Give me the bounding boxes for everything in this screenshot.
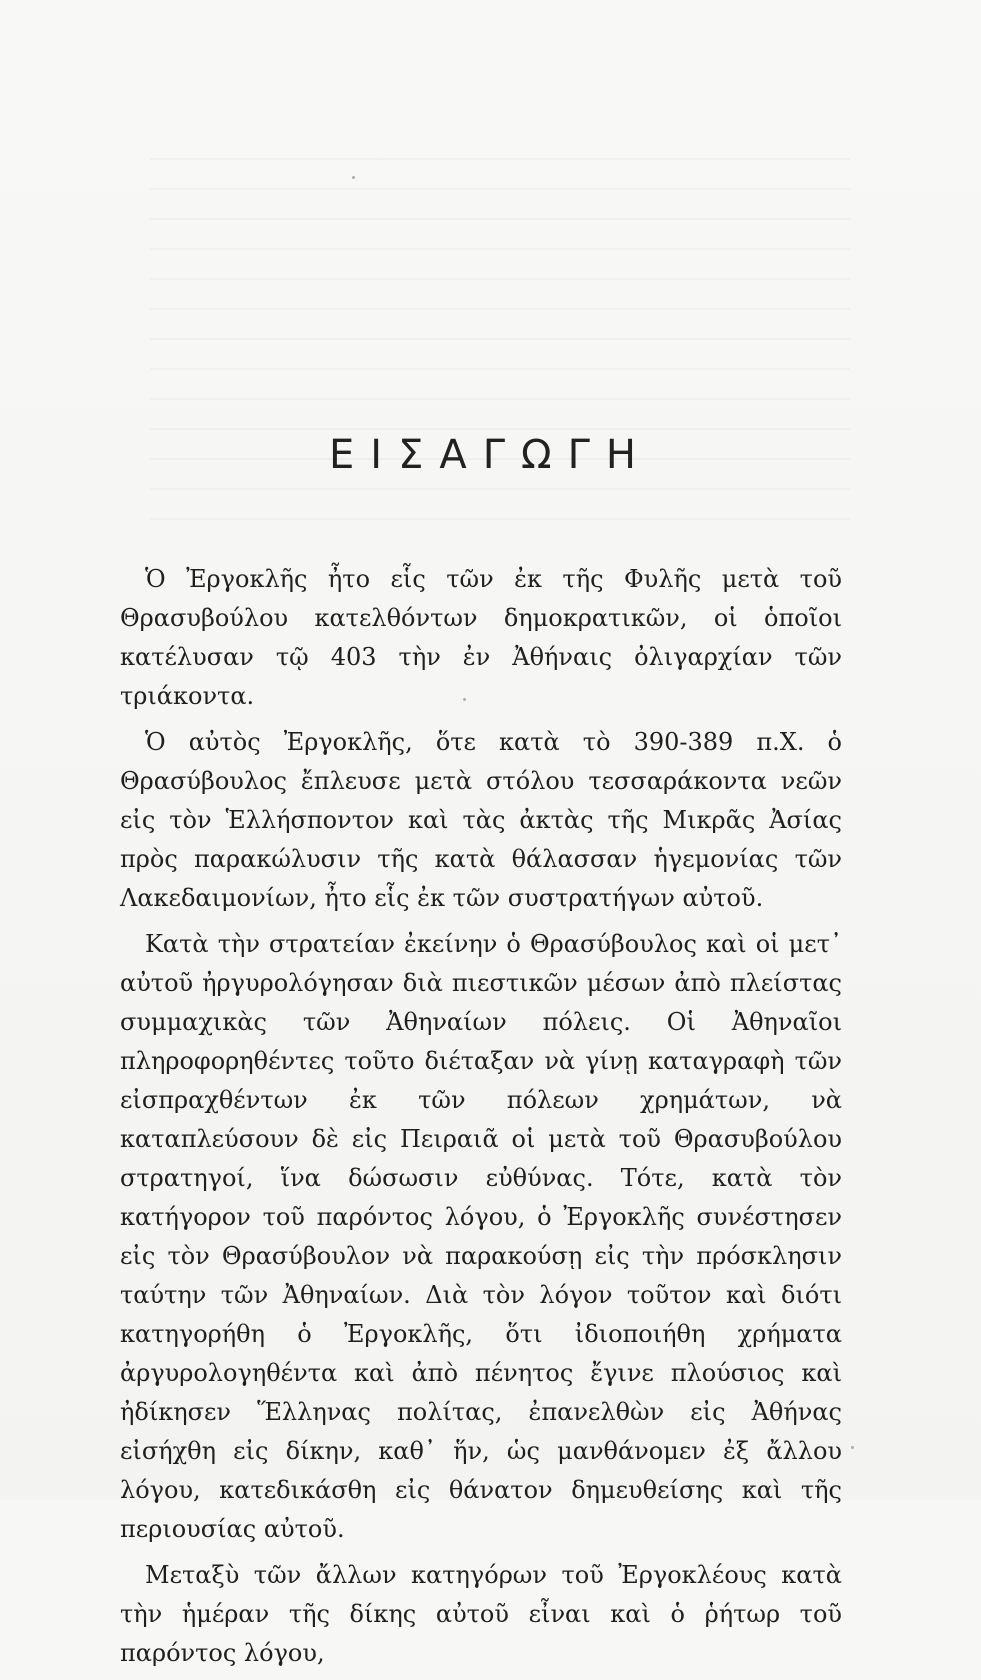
paragraph-4: Μεταξὺ τῶν ἄλλων κατηγόρων τοῦ Ἐργοκλέους κατὰ τὴν ἡμέραν τῆς δίκης αὐτοῦ εἶναι καὶ ὁ ῥήτωρ τοῦ παρόντος λόγου,: [120, 1561, 842, 1667]
section-title: ΕΙΣΑΓΩΓΗ: [329, 432, 652, 478]
paragraph-3: Κατὰ τὴν στρατείαν ἐκείνην ὁ Θρασύβουλος καὶ οἱ μετ᾽ αὐτοῦ ἠργυρολόγησαν διὰ πιεστικῶν μέσων ἀπὸ πλείστας συμμαχικὰς τῶν Ἀθηναίων πόλεις. Οἱ Ἀθηναῖοι πληροφορηθέντες τοῦτο διέταξαν νὰ γίνῃ καταγραφὴ τῶν εἰσπραχθέντων ἐκ τῶν πόλεων χρημάτων, νὰ καταπλεύσουν δὲ εἰς Πειραιᾶ οἱ μετὰ τοῦ Θρασυβούλου στρατηγοί, ἵνα δώσωσιν εὐθύνας. Τότε, κατὰ τὸν κατήγορον τοῦ παρόντος λόγου, ὁ Ἐργοκλῆς συνέστησεν εἰς τὸν Θρασύβουλον νὰ παρακούσῃ εἰς τὴν πρόσκλησιν ταύτην τῶν Ἀθηναίων. Διὰ τὸν λόγον τοῦτον καὶ διότι κατηγορήθη ὁ Ἐργοκλῆς, ὅτι ἰδιοποιήθη χρήματα ἀργυρολογηθέντα καὶ ἀπὸ πένητος ἔγινε πλούσιος καὶ ἠδίκησεν Ἕλληνας πολίτας, ἐπανελθὼν εἰς Ἀθήνας εἰσήχθη εἰς δίκην, καθ᾽ ἥν, ὡς μανθάνομεν ἐξ ἄλλου λόγου, κατεδικάσθη εἰς θάνατον δημευθείσης καὶ τῆς περιουσίας αὐτοῦ.: [120, 930, 842, 1543]
scan-speck: [851, 1446, 854, 1449]
scan-speck: [463, 698, 466, 701]
paragraph-2: Ὁ αὐτὸς Ἐργοκλῆς, ὅτε κατὰ τὸ 390-389 π.Χ. ὁ Θρασύβουλος ἔπλευσε μετὰ στόλου τεσσαράκοντα νεῶν εἰς τὸν Ἑλλήσποντον καὶ τὰς ἀκτὰς τῆς Μικρᾶς Ἀσίας πρὸς παρακώλυσιν τῆς κατὰ θάλασσαν ἡγεμονίας τῶν Λακεδαιμονίων, ἦτο εἷς ἐκ τῶν συστρατήγων αὐτοῦ.: [120, 728, 842, 912]
scan-speck: [352, 176, 355, 179]
body-text: [120, 560, 842, 1680]
paragraph-1: Ὁ Ἐργοκλῆς ἦτο εἷς τῶν ἐκ τῆς Φυλῆς μετὰ τοῦ Θρασυβούλου κατελθόντων δημοκρατικῶν, οἱ ὁποῖοι κατέλυσαν τῷ 403 τὴν ἐν Ἀθήναις ὀλιγαρχίαν τῶν τριάκοντα.: [120, 565, 842, 710]
